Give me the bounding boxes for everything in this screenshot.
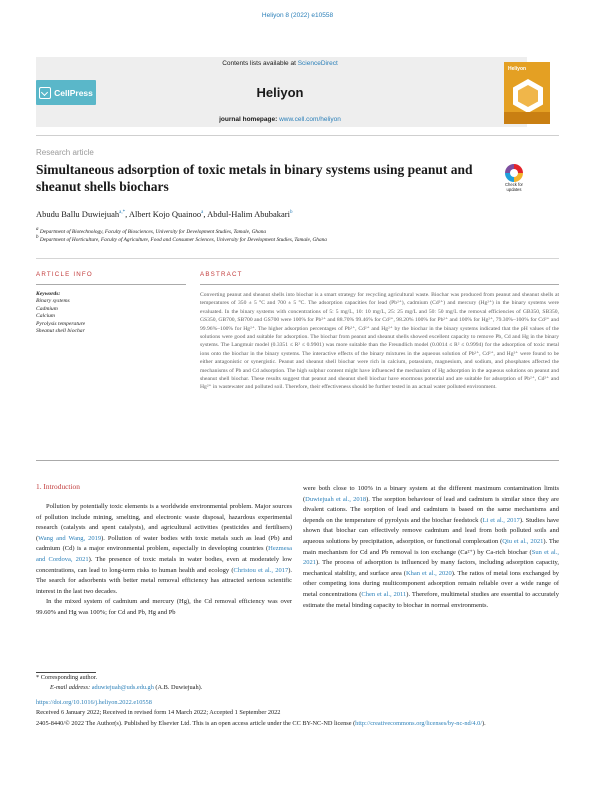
publisher-logo[interactable] xyxy=(36,80,96,105)
author-name[interactable]: Abdul-Halim Abubakari xyxy=(207,209,290,219)
author-name[interactable]: Abudu Ballu Duwiejuah xyxy=(36,209,120,219)
sciencedirect-link[interactable]: ScienceDirect xyxy=(297,60,338,67)
affiliation-mark: b xyxy=(36,235,39,241)
paragraph-text: ). The search for adsorbents with better metal removal efficiency has attracted serious scientific interest in the last two decades. xyxy=(36,566,292,595)
keywords-block xyxy=(36,291,186,335)
check-for-updates-badge[interactable] xyxy=(502,164,526,194)
license-prefix: 2405-8440/© 2022 The Author(s). Published by Elsevier Ltd. This is an open access article under the CC BY-NC-ND license ( xyxy=(36,720,356,727)
body-paragraph xyxy=(36,597,292,618)
citation-link[interactable]: Wang and Wang, 2019 xyxy=(38,534,102,542)
keyword: Cadmium xyxy=(36,305,58,312)
cover-bottom-bar xyxy=(504,112,550,124)
email-suffix: (A.B. Duwiejuah). xyxy=(153,684,203,691)
paragraph-text: ). The presence of toxic metals in water bodies, even at moderately low concentrations, can lead to long-term risks to human health and ecology ( xyxy=(36,555,292,574)
homepage-prefix: journal homepage: xyxy=(219,116,280,123)
paragraph-text: Pollution by potentially toxic elements is a worldwide environmental problem. Major sources of pollution include mining, smelting, and electronic waste disposal, hazardous experimental research (catalysts and spent catalysts), and agricultural activities (pesticides and fertilisers) ( xyxy=(36,503,292,542)
keyword: Sheanut shell biochar xyxy=(36,328,85,335)
paragraph-text: ). The process of adsorption is influenced by many factors, including adsorption capacity, mechanical stability, and surface area ( xyxy=(303,559,559,577)
paragraph-text: were both close to 100% in a binary system at the different maximum contamination limits ( xyxy=(303,485,559,503)
homepage-link[interactable]: www.cell.com/heliyon xyxy=(279,116,341,123)
journal-cover-image[interactable] xyxy=(504,62,550,124)
journal-citation-line[interactable]: Heliyon 8 (2022) e10558 xyxy=(261,12,334,19)
footnote-divider xyxy=(36,672,96,673)
article-type: Research article xyxy=(36,148,94,157)
body-paragraph xyxy=(303,484,559,611)
doi-link[interactable]: https://doi.org/10.1016/j.heliyon.2022.e10558 xyxy=(36,699,152,706)
body-column-left xyxy=(36,502,292,619)
introduction-heading: 1. Introduction xyxy=(36,482,80,491)
keyword: Binary systems xyxy=(36,298,70,305)
citation-link[interactable]: Hezmesa and Cordova, 2021 xyxy=(36,545,292,563)
author-marks[interactable]: a,* xyxy=(119,210,126,216)
body-paragraph xyxy=(36,502,292,597)
author-marks[interactable]: a xyxy=(201,210,204,216)
article-info-heading: ARTICLE INFO xyxy=(36,271,93,278)
email-note xyxy=(50,684,202,691)
abstract-bottom-divider xyxy=(36,460,559,461)
citation-link[interactable]: Chen et al., 2011 xyxy=(361,590,407,598)
journal-homepage-line xyxy=(100,116,460,123)
paragraph-text: ). The main mechanism for Cd and Pb removal is ion exchange (Ca²⁺) by Ca-rich biochar ( xyxy=(303,537,559,556)
citation-link[interactable]: Qiu et al., 2021 xyxy=(502,537,544,545)
keyword: Pyrolysis temperature xyxy=(36,320,86,327)
paragraph-text: In the mixed system of cadmium and mercury (Hg), the Cd removal efficiency was over 99.60% and Hg was 100%; for Cd and Pb, Hg and Pb xyxy=(36,598,292,616)
journal-name: Heliyon xyxy=(256,85,304,100)
email-link[interactable]: aduwiejuah@uds.edu.gh xyxy=(91,684,154,691)
author-list: Abudu Ballu Duwiejuah$^{a,*}$, Albert Kojo Quainoo$^a$, Abdul-Halim Abubakari$^b$ xyxy=(36,209,293,219)
article-info-divider xyxy=(36,284,186,285)
license-statement xyxy=(36,719,558,729)
check-for-updates-icon xyxy=(505,164,523,182)
cover-title: Heliyon xyxy=(508,66,527,72)
abstract-divider xyxy=(200,284,559,285)
header-divider xyxy=(36,135,559,136)
article-title: Simultaneous adsorption of toxic metals in binary systems using peanut and sheanut shells biochars xyxy=(36,162,473,194)
body-column-right xyxy=(303,484,559,611)
received-dates: Received 6 January 2022; Received in revised form 14 March 2022; Accepted 1 September 2022 xyxy=(36,709,281,716)
affiliation xyxy=(36,229,266,235)
author-name[interactable]: Albert Kojo Quainoo xyxy=(128,209,202,219)
paragraph-text: ). Pollution of water bodies with toxic metals such as lead (Pb) and cadmium (Cd) is a major environmental problem, especially in developing countries ( xyxy=(36,534,292,553)
license-link[interactable]: http://creativecommons.org/licenses/by-nc-nd/4.0/ xyxy=(355,720,483,727)
affiliation-text: Department of Biotechnology, Faculty of Biosciences, University for Development Studies, Tamale, Ghana xyxy=(39,229,267,235)
check-for-updates-label: Check for updates xyxy=(505,182,523,192)
affiliation-mark: a xyxy=(36,227,39,233)
affiliation xyxy=(36,237,327,243)
citation-link[interactable]: Sun et al., 2021 xyxy=(303,548,559,567)
contents-prefix: Contents lists available at xyxy=(222,60,298,67)
cellpress-logo-icon xyxy=(39,87,51,99)
author-marks[interactable]: b xyxy=(290,210,293,216)
license-suffix: ). xyxy=(482,720,486,727)
citation-link[interactable]: Christou et al., 2017 xyxy=(233,566,289,574)
affiliation-text: Department of Horticulture, Faculty of Agriculture, Food and Consumer Sciences, University for Development Studies, Tamale, Ghana xyxy=(39,237,327,243)
citation-link[interactable]: Khan et al., 2020 xyxy=(405,569,452,577)
abstract-heading: ABSTRACT xyxy=(200,271,243,278)
abstract-text: Converting peanut and sheanut shells into biochar is a smart strategy for recycling agricultural waste. Biochar was produced from peanut and sheanut shells at temperatures of 350 ± 5 °C and 700 ± 5 °C. The adsorption capacities for lead (Pb²⁺), cadmium (Cd²⁺) and mercury (Hg²⁺) in the binary systems were evaluated. In the binary systems with concentrations of 5: 5 mg/L, 10: 10 mg/L, 25: 25 mg/L and 50: 50 mg/L the removal efficiencies of GB350, SB350, GS350, GB700, SB700 and GS700 were 100% for Pb²⁺ and 88.70% 99.46% for Cd²⁺, 98.20% 100% for Pb²⁺ and 100% for Hg²⁺, 79.30%–100% for Cd²⁺ and 99.96%–100% for Hg²⁺. The higher adsorption percentages of Pb²⁺, Cd²⁺ and Hg²⁺ by the biochar in the binary systems indicated that the pH values of the solutions were good and suitable for adsorption. The biochar from peanut and sheanut shells showed excellent capacity to remove Pb, Cd and Hg in the binary systems. The Langmuir model (0.3351 ≤ R² ≤ 0.9901) was more suitable than the Freundlich model (0.0014 ≤ R² ≤ 0.9994) for the adsorption of toxic metal ions onto the biochar in the binary systems. The interactive effects of the binary mixtures in the aqueous solution of Pb²⁺, Cd²⁺, and Hg²⁺ were found to be either antagonistic or synergistic. Peanut and sheanut shell biochar were rich in calcium, potassium, magnesium, and sodium, and phosphates affected the mechanisms of Pb and Cd adsorption. The high sulphur content might have influenced the mechanism of Hg adsorption in the aqueous solutions on peanut and sheanut shell biochar. These results suggest that peanut and sheanut shell biochar have enormous potential and are suitable for adsorption of Pb²⁺, Cd²⁺ and Hg²⁺ in wastewater and polluted soil. Therefore, their effectiveness should be further tested in an actual water polluted environment. xyxy=(200,292,559,391)
paragraph-text: ). Therefore, multimetal studies are essential to accurately estimate the metal binding capacity to biochar in normal environments. xyxy=(303,590,559,609)
paragraph-text: ). Studies have shown that biochar can effectively remove cadmium and lead from both polluted soils and aqueous solutions by precipitation, adsorption, or functional complexation ( xyxy=(303,516,560,545)
keywords-label: Keywords: xyxy=(36,291,61,297)
publisher-name: CellPress xyxy=(54,87,93,98)
paragraph-text: ). The sorption behaviour of lead and cadmium is similar since they are divalent cations. The sorption of lead and cadmium is based on the same mechanisms and depends on the temperature of pyrolysis and the biochar feedstock ( xyxy=(303,495,559,524)
citation-link[interactable]: Li et al., 2017 xyxy=(482,516,520,524)
corresponding-author-note: * Corresponding author. xyxy=(36,674,98,681)
contents-line xyxy=(100,60,460,67)
paragraph-text: ). The ratios of metal ions exchanged by other competing ions during multicomponent adsorption remain reliable over a wide range of metal concentrations ( xyxy=(303,569,560,598)
affiliation-divider xyxy=(36,258,559,259)
keyword: Calcium xyxy=(36,313,55,320)
email-label: E-mail address: xyxy=(50,684,92,691)
citation-link[interactable]: Duwiejuah et al., 2018 xyxy=(305,495,367,503)
